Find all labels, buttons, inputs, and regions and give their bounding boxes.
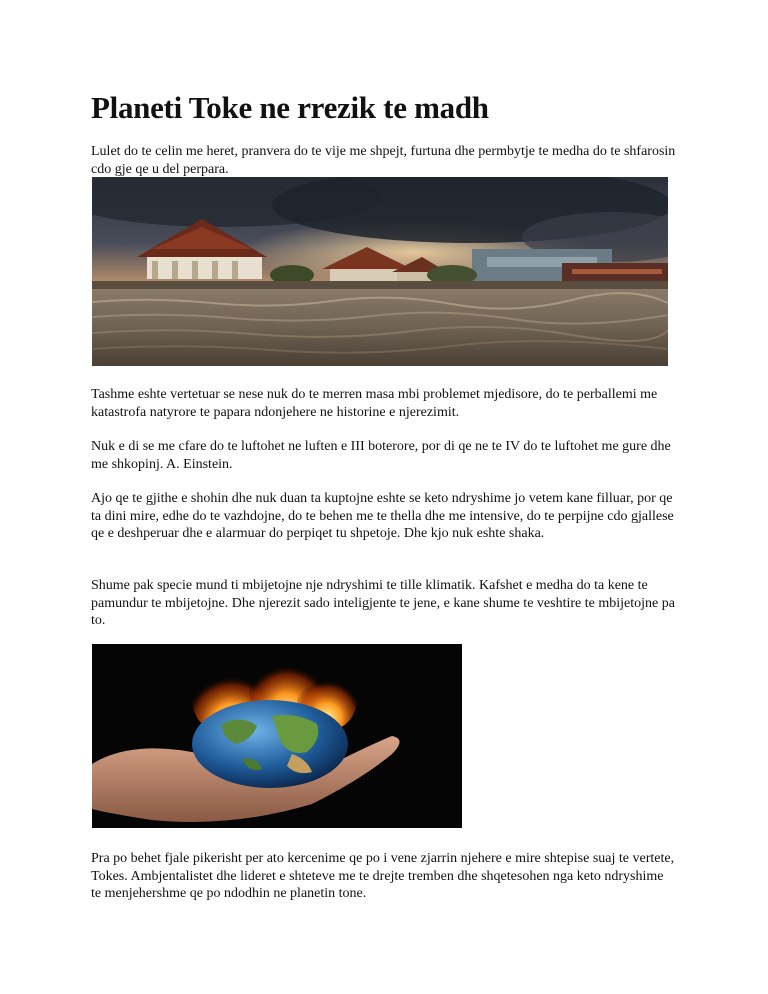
page-title: Planeti Toke ne rrezik te madh	[91, 90, 489, 125]
paragraph-consequences: Tashme eshte vertetuar se nese nuk do te merren masa mbi problemet mjedisore, do te perballemi me katastrofa natyrore te papara ndonjehere ne historine e njerezimit.	[91, 387, 658, 420]
paragraph-species: Shume pak specie mund ti mbijetojne nje ndryshimi te tille klimatik. Kafshet e medha do ta kene te pamundur te mbijetojne. Dhe njerezit sado inteligjente te jene, e kane shume te veshtire te mbijetojne pa to.	[91, 578, 675, 628]
paragraph-einstein-quote: Nuk e di se me cfare do te luftohet ne luften e III boterore, por di qe ne te IV do te luftohet me gure dhe me shkopinj. A. Einstein.	[91, 439, 671, 472]
paragraph-intro: Lulet do te celin me heret, pranvera do te vije me shpejt, furtuna dhe permbytje te medha do te shfarosin cdo gje qe u del perpara.	[91, 144, 676, 177]
flooded-temple-photo	[92, 177, 668, 366]
paragraph-changes: Ajo qe te gjithe e shohin dhe nuk duan ta kuptojne eshte se keto ndryshime jo vetem kane filluar, por qe ta dini mire, edhe do te vazhdojne, do te behen me te thella dhe me intensive, do te perpijne cdo gjallese qe e deshperuar dhe e alarmuar do perpiqet tu shpetoje. Dhe kjo nuk eshte shaka.	[91, 491, 674, 541]
paragraph-threats: Pra po behet fjale pikerisht per ato kercenime qe po i vene zjarrin njehere e mire shtepise suaj te vertete, Tokes. Ambjentalistet dhe lideret e shteteve me te drejte tremben dhe shqetesohen nga keto ndryshime te menjehershme qe po ndodhin ne planetin tone.	[91, 851, 675, 901]
burning-earth-in-hand-photo	[92, 644, 462, 828]
